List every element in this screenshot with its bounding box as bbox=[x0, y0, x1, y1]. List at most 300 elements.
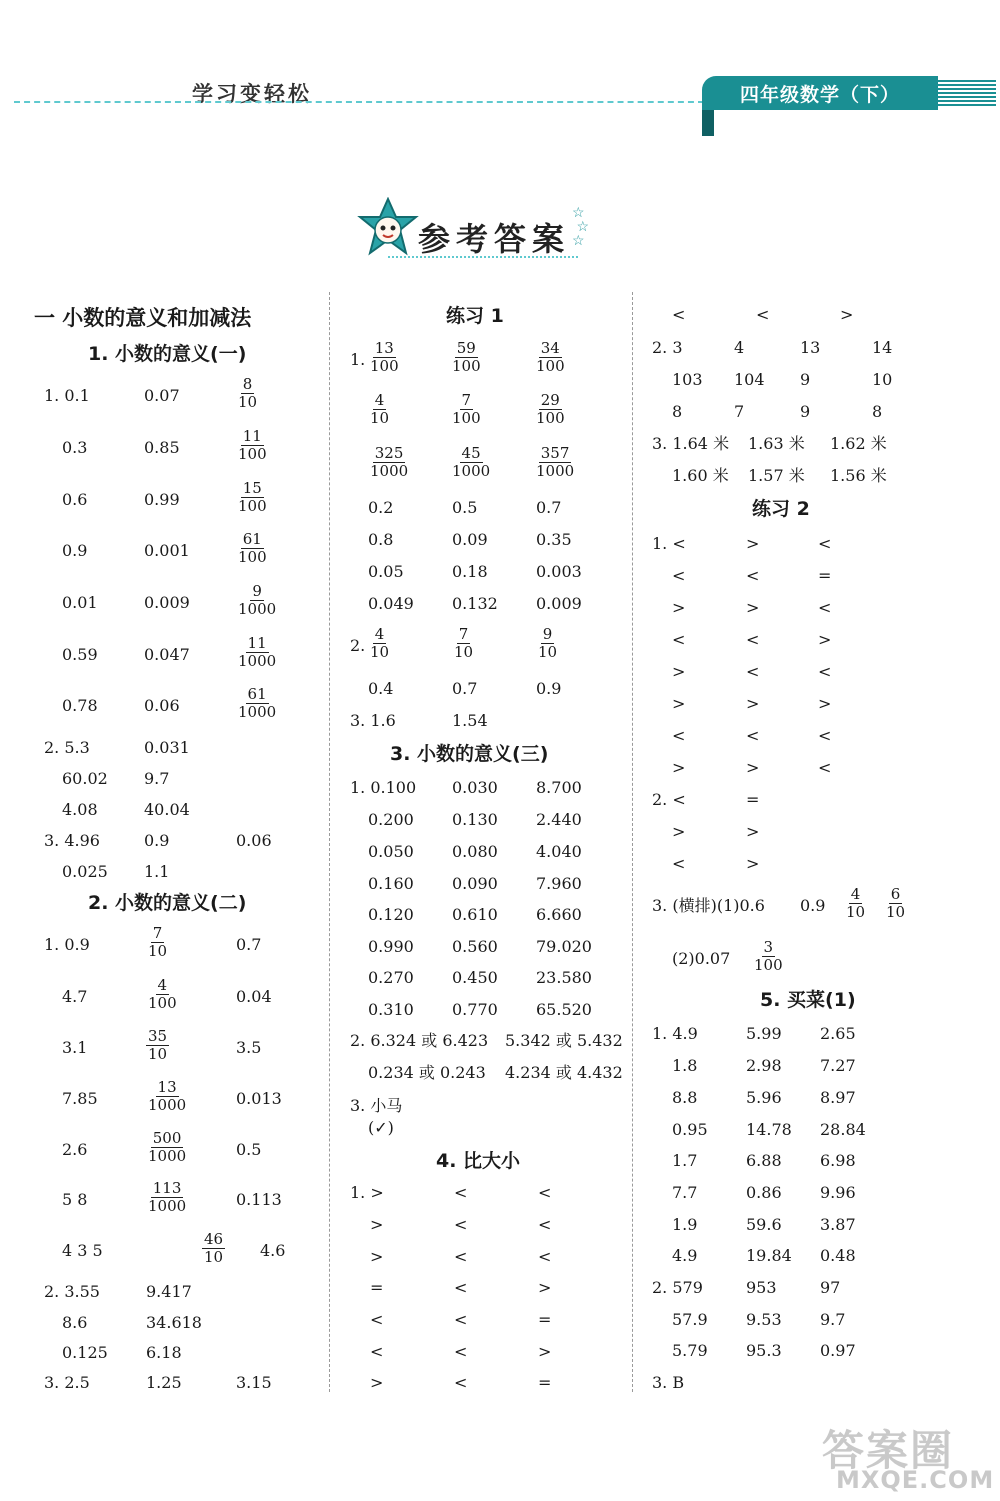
section-heading: 5. 买菜(1) bbox=[760, 989, 856, 1011]
answer-text: 9 bbox=[800, 402, 811, 421]
section-heading: 4. 比大小 bbox=[436, 1150, 521, 1172]
answer-text: = bbox=[746, 790, 760, 809]
section-heading: 2. 小数的意义(二) bbox=[88, 892, 247, 914]
answer-text: 0.990 bbox=[368, 937, 414, 956]
fraction bbox=[236, 428, 269, 463]
fraction-denominator: 10 bbox=[148, 1045, 168, 1063]
answer-text: < bbox=[454, 1310, 468, 1329]
answer-text: 4 3 5 bbox=[62, 1241, 103, 1260]
fraction-numerator: 9 bbox=[252, 582, 262, 600]
answer-text: < bbox=[818, 726, 832, 745]
watermark-logo: 答案圈 bbox=[822, 1426, 955, 1475]
answer-text: 0.049 bbox=[368, 594, 414, 613]
fraction-denominator: 1000 bbox=[238, 652, 277, 670]
answer-text: 0.130 bbox=[452, 810, 498, 829]
fraction-numerator: 29 bbox=[540, 391, 560, 409]
answer-text: 3. 小马 bbox=[350, 1096, 403, 1115]
fraction-numerator: 6 bbox=[890, 885, 901, 903]
answer-text: 1. bbox=[350, 350, 366, 369]
answer-text: 0.030 bbox=[452, 778, 498, 797]
answer-text: 0.4 bbox=[368, 679, 394, 698]
answer-text: = bbox=[538, 1310, 552, 1329]
answer-text: 6.660 bbox=[536, 905, 582, 924]
answer-text: 1.25 bbox=[146, 1373, 182, 1392]
answer-text: 7.7 bbox=[672, 1183, 698, 1202]
section-heading: 3. 小数的意义(三) bbox=[390, 743, 549, 765]
answer-text: 0.270 bbox=[368, 968, 414, 987]
answer-text: 7.85 bbox=[62, 1089, 98, 1108]
answer-text: < bbox=[454, 1342, 468, 1361]
answer-text: > bbox=[370, 1215, 384, 1234]
answer-text: 2. 6.324 或 6.423 bbox=[350, 1031, 489, 1050]
answer-text: 0.9 bbox=[62, 541, 88, 560]
answer-text: 0.78 bbox=[62, 696, 98, 715]
fraction bbox=[146, 1028, 169, 1063]
answer-text: 0.85 bbox=[144, 438, 180, 457]
answer-text: 1.56 米 bbox=[830, 466, 887, 485]
fraction-denominator: 1000 bbox=[148, 1096, 187, 1114]
answer-text: 0.9 bbox=[800, 896, 826, 915]
watermark-url: MXQE.COM bbox=[836, 1466, 995, 1494]
answer-text: 34.618 bbox=[146, 1313, 202, 1332]
answer-text: 1. 0.100 bbox=[350, 778, 417, 797]
answer-text: 0.200 bbox=[368, 810, 414, 829]
answer-text: < bbox=[672, 726, 686, 745]
answer-text: 4.9 bbox=[672, 1246, 698, 1265]
answer-text: < bbox=[454, 1373, 468, 1392]
answer-text: 19.84 bbox=[746, 1246, 792, 1265]
fraction bbox=[844, 886, 867, 921]
answer-text: 3.1 bbox=[62, 1038, 88, 1057]
fraction-denominator: 10 bbox=[886, 903, 906, 921]
answer-text: 5.79 bbox=[672, 1341, 708, 1360]
fraction-numerator: 8 bbox=[242, 375, 253, 393]
header-tab-fold bbox=[702, 110, 714, 136]
answer-text: 8.8 bbox=[672, 1088, 698, 1107]
fraction bbox=[368, 626, 391, 661]
answer-text: < bbox=[746, 566, 760, 585]
answer-text: 0.07 bbox=[144, 386, 180, 405]
answer-text: > bbox=[818, 630, 832, 649]
answer-text: > bbox=[746, 694, 760, 713]
answer-text: < bbox=[672, 854, 686, 873]
answer-text: 2. 5.3 bbox=[44, 738, 90, 757]
answer-text: 5.342 或 5.432 bbox=[505, 1031, 623, 1050]
fraction-numerator: 11 bbox=[242, 427, 262, 445]
answer-text: 0.2 bbox=[368, 498, 394, 517]
answer-text: 0.031 bbox=[144, 738, 190, 757]
answer-text: 2. < bbox=[652, 790, 686, 809]
fraction-denominator: 100 bbox=[452, 357, 481, 375]
answer-text: < bbox=[538, 1215, 552, 1234]
answer-text: 7 bbox=[734, 402, 745, 421]
answer-text: 0.080 bbox=[452, 842, 498, 861]
fraction-denominator: 1000 bbox=[536, 462, 575, 480]
answer-text: 2.98 bbox=[746, 1056, 782, 1075]
header-tab: 四年级数学（下） bbox=[702, 76, 938, 110]
answer-text: > bbox=[672, 758, 686, 777]
answer-text: > bbox=[746, 598, 760, 617]
fraction-denominator: 10 bbox=[538, 643, 558, 661]
fraction bbox=[452, 626, 475, 661]
answer-text: (✓) bbox=[368, 1118, 394, 1137]
answer-text: > bbox=[746, 758, 760, 777]
fraction-denominator: 100 bbox=[536, 357, 565, 375]
mascot-icon bbox=[356, 197, 420, 261]
fraction bbox=[236, 686, 278, 721]
answer-text: 4.6 bbox=[260, 1241, 286, 1260]
fraction bbox=[146, 977, 179, 1012]
answer-text: 8 bbox=[872, 402, 883, 421]
fraction bbox=[450, 392, 483, 427]
answer-text: 2. bbox=[350, 636, 366, 655]
fraction-numerator: 34 bbox=[540, 339, 560, 357]
fraction-denominator: 10 bbox=[238, 393, 258, 411]
answer-text: 59.6 bbox=[746, 1215, 782, 1234]
fraction-denominator: 1000 bbox=[370, 462, 409, 480]
title-underline bbox=[388, 256, 578, 258]
answer-text: 3. 1.6 bbox=[350, 711, 396, 730]
answer-text: 0.160 bbox=[368, 874, 414, 893]
answer-text: 8.97 bbox=[820, 1088, 856, 1107]
fraction bbox=[236, 376, 259, 411]
fraction bbox=[236, 583, 278, 618]
answer-text: > bbox=[746, 534, 760, 553]
answer-text: 65.520 bbox=[536, 1000, 592, 1019]
answer-text: > bbox=[840, 305, 854, 324]
fraction-numerator: 7 bbox=[152, 924, 163, 942]
fraction-numerator: 9 bbox=[542, 625, 553, 643]
answer-text: 3. B bbox=[652, 1373, 685, 1392]
fraction-denominator: 1000 bbox=[148, 1197, 187, 1215]
answer-text: 0.450 bbox=[452, 968, 498, 987]
answer-text: 13 bbox=[800, 338, 821, 357]
answer-text: 0.234 或 0.243 bbox=[368, 1063, 486, 1082]
answer-text: 0.001 bbox=[144, 541, 190, 560]
answer-text: 3. 1.64 米 bbox=[652, 434, 730, 453]
fraction-denominator: 10 bbox=[204, 1248, 224, 1266]
answer-text: 0.7 bbox=[236, 935, 262, 954]
answer-text: 953 bbox=[746, 1278, 777, 1297]
answer-text: (2)0.07 bbox=[672, 949, 731, 968]
fraction-denominator: 1000 bbox=[452, 462, 491, 480]
answer-text: > bbox=[746, 822, 760, 841]
fraction-denominator: 10 bbox=[846, 903, 866, 921]
answer-text: 3.15 bbox=[236, 1373, 272, 1392]
fraction bbox=[884, 886, 907, 921]
fraction-numerator: 4 bbox=[157, 976, 168, 994]
answer-text: 5.96 bbox=[746, 1088, 782, 1107]
fraction-numerator: 15 bbox=[242, 479, 262, 497]
answer-text: 0.013 bbox=[236, 1089, 282, 1108]
fraction-numerator: 325 bbox=[374, 444, 404, 462]
fraction-numerator: 7 bbox=[461, 391, 472, 409]
answer-text: 1.60 米 bbox=[672, 466, 729, 485]
stars-icon: ☆ ☆ ☆ bbox=[572, 205, 590, 249]
answer-text: 0.009 bbox=[144, 593, 190, 612]
answer-text: 95.3 bbox=[746, 1341, 782, 1360]
answer-text: 1.57 米 bbox=[748, 466, 805, 485]
fraction-denominator: 10 bbox=[148, 942, 168, 960]
page-title: 参考答案 bbox=[418, 220, 571, 258]
fraction-denominator: 100 bbox=[452, 409, 481, 427]
fraction-numerator: 7 bbox=[458, 625, 469, 643]
answer-text: > bbox=[538, 1342, 552, 1361]
answer-text: 0.132 bbox=[452, 594, 498, 613]
answer-text: < bbox=[746, 726, 760, 745]
answer-text: < bbox=[538, 1247, 552, 1266]
answer-text: 1. 0.9 bbox=[44, 935, 90, 954]
answer-text: 0.35 bbox=[536, 530, 572, 549]
answer-text: 9.417 bbox=[146, 1282, 192, 1301]
fraction bbox=[450, 445, 492, 480]
fraction bbox=[146, 1130, 188, 1165]
fraction-numerator: 13 bbox=[157, 1078, 177, 1096]
answer-text: 4.234 或 4.432 bbox=[505, 1063, 623, 1082]
answer-text: 0.610 bbox=[452, 905, 498, 924]
fraction bbox=[146, 1180, 188, 1215]
fraction-numerator: 13 bbox=[374, 339, 394, 357]
section-heading: 1. 小数的意义(一) bbox=[88, 343, 247, 365]
header-divider bbox=[14, 101, 704, 103]
fraction-denominator: 10 bbox=[370, 643, 390, 661]
fraction bbox=[752, 939, 785, 974]
fraction-numerator: 35 bbox=[148, 1027, 168, 1045]
answer-text: 0.04 bbox=[236, 987, 272, 1006]
answer-text: 1.63 米 bbox=[748, 434, 805, 453]
fraction bbox=[534, 445, 576, 480]
fraction-denominator: 1000 bbox=[148, 1147, 187, 1165]
answer-text: 10 bbox=[872, 370, 893, 389]
answer-text: 6.98 bbox=[820, 1151, 856, 1170]
answer-text: > bbox=[370, 1247, 384, 1266]
fraction bbox=[236, 480, 269, 515]
answer-text: 1.54 bbox=[452, 711, 488, 730]
fraction-denominator: 100 bbox=[370, 357, 399, 375]
answer-text: 57.9 bbox=[672, 1310, 708, 1329]
fraction-numerator: 11 bbox=[247, 634, 267, 652]
answer-text: 0.120 bbox=[368, 905, 414, 924]
answer-text: 0.06 bbox=[236, 831, 272, 850]
fraction-denominator: 10 bbox=[370, 409, 390, 427]
answer-text: 7.27 bbox=[820, 1056, 856, 1075]
answer-text: 3. 4.96 bbox=[44, 831, 100, 850]
answer-text: 9.53 bbox=[746, 1310, 782, 1329]
answer-text: 97 bbox=[820, 1278, 841, 1297]
answer-text: > bbox=[818, 694, 832, 713]
answer-text: 0.6 bbox=[62, 490, 88, 509]
section-heading: 练习 2 bbox=[752, 498, 810, 520]
fraction-numerator: 3 bbox=[763, 938, 774, 956]
answer-text: 0.310 bbox=[368, 1000, 414, 1019]
answer-text: 1.9 bbox=[672, 1215, 698, 1234]
answer-text: < bbox=[454, 1183, 468, 1202]
answer-text: < bbox=[538, 1183, 552, 1202]
answer-text: 5.99 bbox=[746, 1024, 782, 1043]
answer-text: 2. 579 bbox=[652, 1278, 703, 1297]
answer-text: 3.5 bbox=[236, 1038, 262, 1057]
fraction bbox=[146, 1079, 188, 1114]
answer-text: 0.009 bbox=[536, 594, 582, 613]
answer-text: 2. 3.55 bbox=[44, 1282, 100, 1301]
fraction-denominator: 1000 bbox=[238, 703, 277, 721]
answer-text: 6.88 bbox=[746, 1151, 782, 1170]
answer-text: 0.113 bbox=[236, 1190, 282, 1209]
answer-text: < bbox=[756, 305, 770, 324]
answer-text: 7.960 bbox=[536, 874, 582, 893]
answer-text: 0.5 bbox=[236, 1140, 262, 1159]
fraction-numerator: 61 bbox=[247, 685, 267, 703]
answer-text: 0.5 bbox=[452, 498, 478, 517]
fraction-denominator: 100 bbox=[238, 445, 267, 463]
answer-text: 23.580 bbox=[536, 968, 592, 987]
fraction-numerator: 4 bbox=[850, 885, 861, 903]
answer-text: 0.05 bbox=[368, 562, 404, 581]
answer-text: 14.78 bbox=[746, 1120, 792, 1139]
answer-text: 0.09 bbox=[452, 530, 488, 549]
answer-text: < bbox=[672, 630, 686, 649]
fraction-numerator: 113 bbox=[152, 1179, 182, 1197]
answer-text: 2.440 bbox=[536, 810, 582, 829]
answer-text: < bbox=[672, 305, 686, 324]
fraction-numerator: 59 bbox=[456, 339, 476, 357]
answer-text: 1.8 bbox=[672, 1056, 698, 1075]
fraction-denominator: 100 bbox=[536, 409, 565, 427]
answer-text: 3. (横排)(1)0.6 bbox=[652, 896, 765, 915]
answer-text: < bbox=[454, 1247, 468, 1266]
answer-text: 3. 2.5 bbox=[44, 1373, 90, 1392]
fraction-numerator: 46 bbox=[204, 1230, 224, 1248]
fraction-denominator: 10 bbox=[454, 643, 474, 661]
answer-text: 0.8 bbox=[368, 530, 394, 549]
column-divider bbox=[632, 292, 633, 1392]
answer-text: 79.020 bbox=[536, 937, 592, 956]
answer-text: 0.090 bbox=[452, 874, 498, 893]
answer-text: 0.125 bbox=[62, 1343, 108, 1362]
answer-text: 1.7 bbox=[672, 1151, 698, 1170]
answer-text: 1. < bbox=[652, 534, 686, 553]
answer-text: 0.560 bbox=[452, 937, 498, 956]
answer-text: 1.62 米 bbox=[830, 434, 887, 453]
fraction-numerator: 61 bbox=[242, 530, 262, 548]
answer-text: > bbox=[746, 854, 760, 873]
column-divider bbox=[329, 292, 330, 1392]
answer-text: 2.65 bbox=[820, 1024, 856, 1043]
fraction-numerator: 4 bbox=[374, 391, 385, 409]
fraction bbox=[536, 626, 559, 661]
answer-text: > bbox=[672, 598, 686, 617]
answer-text: = bbox=[370, 1278, 384, 1297]
answer-text: < bbox=[672, 566, 686, 585]
header-stripes bbox=[938, 80, 996, 106]
fraction-numerator: 4 bbox=[374, 625, 385, 643]
answer-text: 28.84 bbox=[820, 1120, 866, 1139]
fraction bbox=[534, 392, 567, 427]
answer-text: 9.7 bbox=[820, 1310, 846, 1329]
answer-text: < bbox=[454, 1278, 468, 1297]
answer-text: 0.59 bbox=[62, 645, 98, 664]
fraction-denominator: 100 bbox=[148, 994, 177, 1012]
answer-text: 0.025 bbox=[62, 862, 108, 881]
answer-text: 1. 4.9 bbox=[652, 1024, 698, 1043]
answer-text: 4.08 bbox=[62, 800, 98, 819]
answer-text: 0.48 bbox=[820, 1246, 856, 1265]
fraction-denominator: 100 bbox=[754, 956, 783, 974]
answer-text: 5 8 bbox=[62, 1190, 88, 1209]
header-left-title: 学习变轻松 bbox=[192, 81, 312, 106]
fraction bbox=[146, 925, 169, 960]
fraction-numerator: 45 bbox=[461, 444, 481, 462]
answer-text: < bbox=[370, 1310, 384, 1329]
fraction bbox=[368, 340, 401, 375]
fraction bbox=[450, 340, 483, 375]
answer-text: < bbox=[818, 598, 832, 617]
fraction-numerator: 500 bbox=[152, 1129, 182, 1147]
answer-text: < bbox=[818, 662, 832, 681]
answer-text: 60.02 bbox=[62, 769, 108, 788]
answer-text: 1. 0.1 bbox=[44, 386, 90, 405]
answer-text: 0.01 bbox=[62, 593, 98, 612]
answer-text: 6.18 bbox=[146, 1343, 182, 1362]
answer-text: 0.7 bbox=[536, 498, 562, 517]
fraction bbox=[236, 531, 269, 566]
answer-text: 0.95 bbox=[672, 1120, 708, 1139]
fraction bbox=[534, 340, 567, 375]
answer-text: = bbox=[818, 566, 832, 585]
answer-text: < bbox=[818, 758, 832, 777]
answer-text: 0.770 bbox=[452, 1000, 498, 1019]
answer-text: 9.7 bbox=[144, 769, 170, 788]
answer-text: 1. > bbox=[350, 1183, 384, 1202]
answer-text: 2. 3 bbox=[652, 338, 683, 357]
answer-text: < bbox=[370, 1342, 384, 1361]
answer-text: < bbox=[454, 1215, 468, 1234]
answer-text: = bbox=[538, 1373, 552, 1392]
section-heading: 练习 1 bbox=[446, 305, 504, 327]
answer-text: 104 bbox=[734, 370, 765, 389]
answer-text: 8.6 bbox=[62, 1313, 88, 1332]
answer-text: 1.1 bbox=[144, 862, 170, 881]
fraction-denominator: 1000 bbox=[238, 600, 277, 618]
answer-text: 9 bbox=[800, 370, 811, 389]
fraction-denominator: 100 bbox=[238, 497, 267, 515]
fraction bbox=[236, 635, 278, 670]
answer-text: 0.99 bbox=[144, 490, 180, 509]
answer-text: 14 bbox=[872, 338, 893, 357]
fraction bbox=[368, 445, 410, 480]
answer-text: 0.9 bbox=[536, 679, 562, 698]
answer-text: < bbox=[746, 662, 760, 681]
fraction-denominator: 100 bbox=[238, 548, 267, 566]
answer-text: 4.040 bbox=[536, 842, 582, 861]
answer-text: > bbox=[672, 694, 686, 713]
answer-text: 0.18 bbox=[452, 562, 488, 581]
answer-text: 0.003 bbox=[536, 562, 582, 581]
answer-text: 40.04 bbox=[144, 800, 190, 819]
answer-text: < bbox=[746, 630, 760, 649]
answer-text: > bbox=[538, 1278, 552, 1297]
answer-text: 4 bbox=[734, 338, 745, 357]
fraction-numerator: 357 bbox=[540, 444, 570, 462]
section-heading: 一 小数的意义和加减法 bbox=[34, 306, 252, 330]
answer-text: 0.06 bbox=[144, 696, 180, 715]
answer-text: 0.050 bbox=[368, 842, 414, 861]
answer-text: < bbox=[818, 534, 832, 553]
answer-text: 9.96 bbox=[820, 1183, 856, 1202]
answer-text: 2.6 bbox=[62, 1140, 88, 1159]
fraction bbox=[368, 392, 391, 427]
answer-text: > bbox=[672, 822, 686, 841]
